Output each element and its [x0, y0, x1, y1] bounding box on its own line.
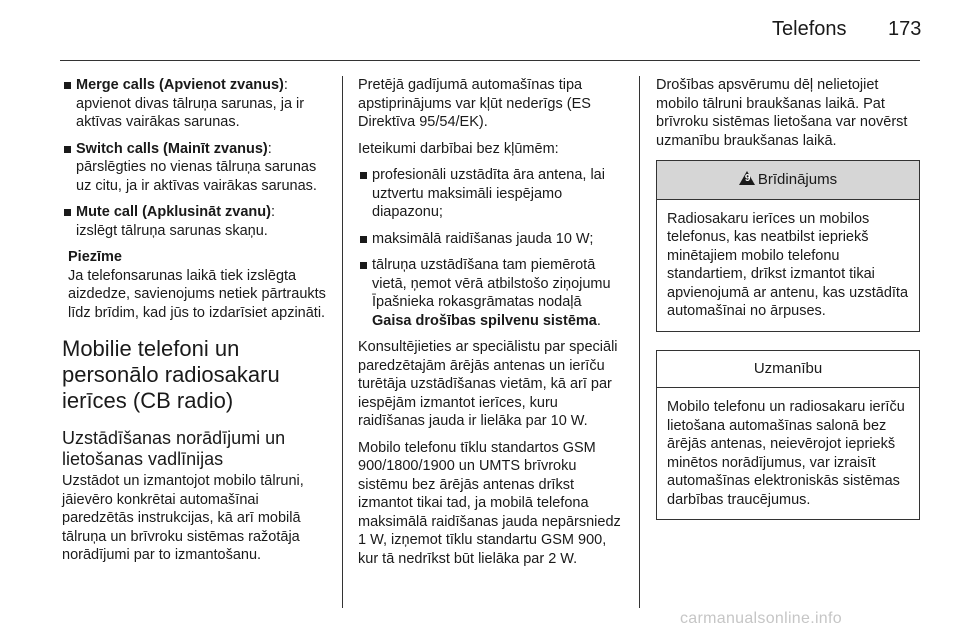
chapter-reference: Gaisa drošības spilvenu sistēma [372, 312, 597, 329]
bullet-text: apvienot divas tālruņa sarunas, ja ir aktīvas vairākas sarunas. [76, 95, 305, 130]
body-paragraph: Ieteikumi darbībai bez kļūmēm: [358, 140, 559, 157]
page-number: 173 [888, 18, 922, 40]
body-paragraph: Mobilo telefonu tīklu standartos GSM 900/1800/1900 un UMTS brīvroku sistēmu bez ārējās antenas drīkst izmantot tikai tad, ja mobilā telefona maksimālā raidīšanas jauda nepārsniedz 1 W, izņemot tīklu standartu GSM 900, kur tā nedrīkst būt lielāka par 2 W. [358, 439, 621, 567]
caution-box [656, 350, 920, 521]
header-divider [60, 60, 920, 61]
column-divider-2 [639, 76, 640, 608]
bullet-text-end: . [596, 312, 601, 329]
column-3 [656, 76, 920, 538]
bullet-text: pārslēgties no vienas tālruņa sarunas uz citu, ja ir aktīvas vairākas sarunas. [76, 159, 317, 194]
note-block [68, 248, 328, 322]
column-2 [358, 76, 624, 576]
page-header-title: Telefons [772, 18, 847, 40]
list-item: Merge calls (Apvienot zvanus): apvienot divas tālruņa sarunas, ja ir aktīvas vairākas sarunas. [62, 76, 328, 132]
caution-title: Uzmanību [657, 351, 919, 389]
list-item [358, 256, 624, 330]
bullet-text: tālruņa uzstādīšana tam piemērotā vietā, ņemot vērā atbilstošo ziņojumu Īpašnieka rokasgrāmatas nodaļā [372, 257, 611, 310]
body-paragraph: Pretējā gadījumā automašīnas tipa apstiprinājums var kļūt nederīgs (ES Direktīva 95/54/EK). [358, 77, 591, 130]
bullet-term: Mute call (Apklusināt zvanu) [76, 204, 271, 220]
body-paragraph: Uzstādot un izmantojot mobilo tālruni, jāievēro konkrētai automašīnai paredzētās instrukcijas, kā arī mobilā tālruņa un brīvroku sistēmas ražotāja norādījumi par to izmantošanu. [62, 473, 304, 563]
column-divider-1 [342, 76, 343, 608]
warning-box [656, 160, 920, 332]
note-title: Piezīme [68, 249, 122, 265]
list-item: profesionāli uzstādīta āra antena, lai uztvertu maksimāli iespējamo diapazonu; [358, 166, 624, 222]
watermark: carmanualsonline.info [680, 610, 842, 627]
caution-text: Mobilo telefonu un radiosakaru ierīču lietošana automašīnas salonā bez ārējās antenas, neievērojot iepriekš minētos norādījumus, var izraisīt automašīnas elektroniskās sistēmas darbības traucējumus. [667, 399, 905, 508]
warning-text: Radiosakaru ierīces un mobilos telefonus, kas neatbilst iepriekš minētajiem mobilo telefonu standartiem, drīkst izmantot tikai apvienojumā ar antenu, kas uzstādīta automašīnai no ārpuses. [667, 210, 909, 319]
section-heading: Mobilie telefoni un personālo radiosakaru ierīces (CB radio) [62, 336, 280, 413]
body-paragraph: Drošības apsvērumu dēļ nelietojiet mobilo tālruni braukšanas laikā. Pat brīvroku sistēmas lietošana var novērst uzmanību braukšanas laikā. [656, 77, 908, 149]
warning-title: Brīdinājums [757, 171, 838, 188]
list-item: Mute call (Apklusināt zvanu): izslēgt tālruņa sarunas skaņu. [62, 203, 328, 240]
note-text: Ja telefonsarunas laikā tiek izslēgta aizdedze, savienojums netiek pārtraukts līdz brīdim, kad jūs to izdarīsiet apzināti. [68, 267, 326, 321]
bullet-term: Merge calls (Apvienot zvanus) [76, 77, 284, 93]
body-paragraph: Konsultējieties ar speciālistu par speciāli paredzētajām ārējās antenas un ierīču turētāja uzstādīšanas vietām, kā arī par iespējām izmantot ierīces, kuru raidīšanas jauda ir lielāka par 10 W. [358, 339, 618, 429]
bullet-text: izslēgt tālruņa sarunas skaņu. [76, 222, 268, 239]
list-item: maksimālā raidīšanas jauda 10 W; [358, 230, 624, 249]
bullet-term: Switch calls (Mainīt zvanus) [76, 140, 268, 157]
list-item: Switch calls (Mainīt zvanus): pārslēgties no vienas tālruņa sarunas uz citu, ja ir aktīvas vairākas sarunas. [62, 140, 328, 196]
column-1 [62, 76, 328, 573]
warning-triangle-icon [739, 171, 755, 185]
warning-icon-glyph: 9 [744, 173, 751, 184]
warning-header [657, 161, 919, 200]
subsection-heading: Uzstādīšanas norādījumi un lietošanas vadlīnijas [62, 428, 286, 469]
